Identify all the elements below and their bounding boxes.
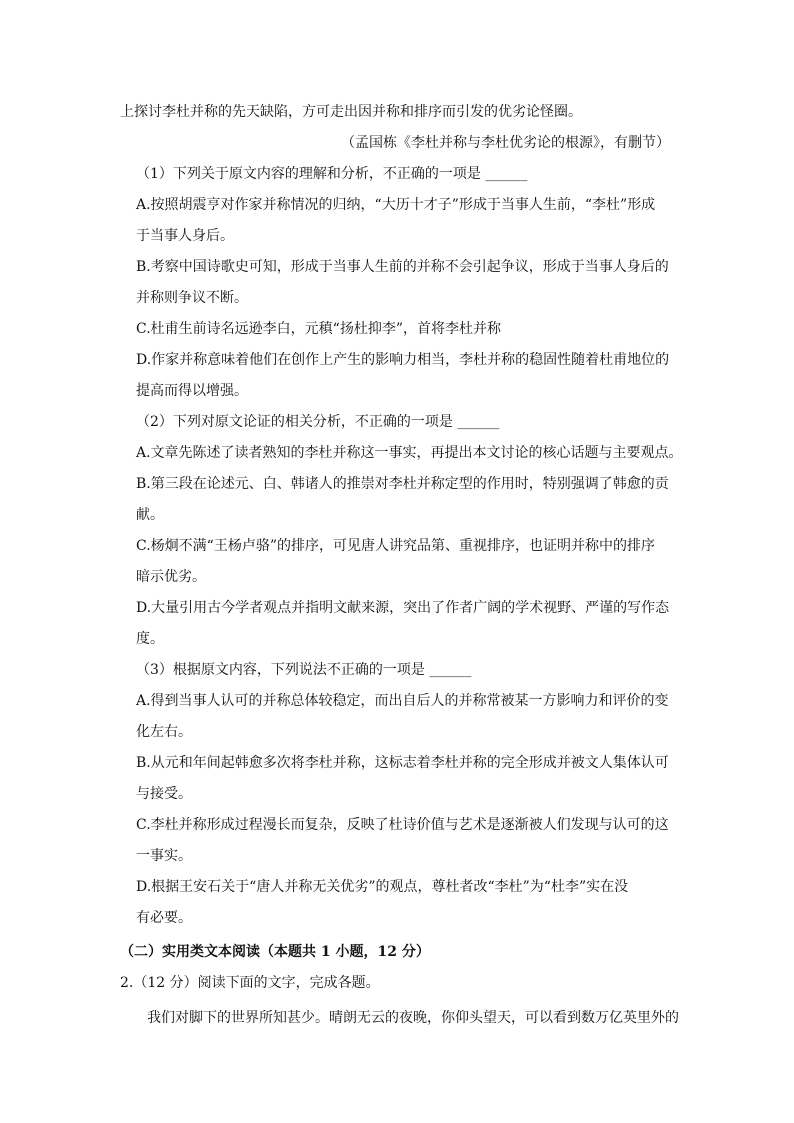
q2-option-c: C.杨炯不满“王杨卢骆”的排序，可见唐人讲究品第、重视排序，也证明并称中的排序 [136, 538, 655, 554]
q2-option-d-cont: 度。 [136, 631, 164, 647]
source-citation: （孟国栋《李杜并称与李杜优劣论的根源》，有删节） [341, 135, 670, 151]
q1-option-c: C.杜甫生前诗名远逊李白，元稹“扬杜抑李”，首将李杜并称 [136, 321, 501, 337]
q3-option-b-cont: 与接受。 [136, 786, 192, 802]
q1-option-d: D.作家并称意味着他们在创作上产生的影响力相当，李杜并称的稳固性随着杜甫地位的 [136, 352, 670, 368]
passage-paragraph: 我们对脚下的世界所知甚少。晴朗无云的夜晚，你仰头望天，可以看到数万亿英里外的 [147, 1010, 679, 1026]
question-2-header: 2.（12 分）阅读下面的文字，完成各题。 [120, 975, 380, 991]
q3-option-a: A.得到当事人认可的并称总体较稳定，而出自后人的并称常被某一方影响力和评价的变 [136, 693, 669, 709]
question-3-stem: （3）根据原文内容，下列说法不正确的一项是 ______ [136, 662, 472, 678]
q2-option-a: A.文章先陈述了读者熟知的李杜并称这一事实，再提出本文讨论的核心话题与主要观点。 [136, 445, 683, 461]
q3-option-c: C.李杜并称形成过程漫长而复杂，反映了杜诗价值与艺术是逐渐被人们发现与认可的这 [136, 817, 669, 833]
q1-option-a-cont: 于当事人身后。 [136, 228, 234, 244]
q3-option-d-cont: 有必要。 [136, 910, 192, 926]
q1-option-d-cont: 提高而得以增强。 [136, 383, 248, 399]
q2-option-b-cont: 献。 [136, 507, 164, 523]
question-2-stem: （2）下列对原文论证的相关分析，不正确的一项是 ______ [136, 414, 500, 430]
q2-option-b: B.第三段在论述元、白、韩诸人的推崇对李杜并称定型的作用时，特别强调了韩愈的贡 [136, 476, 669, 492]
q3-option-d: D.根据王安石关于“唐人并称无关优劣”的观点，尊杜者改“李杜”为“杜李”实在没 [136, 879, 629, 895]
q3-option-c-cont: 一事实。 [136, 848, 192, 864]
q2-option-d: D.大量引用古今学者观点并指明文献来源，突出了作者广阔的学术视野、严谨的写作态 [136, 600, 670, 616]
q1-option-a: A.按照胡震亨对作家并称情况的归纳，“大历十才子”形成于当事人生前，“李杜”形成 [136, 197, 656, 213]
question-1-stem: （1）下列关于原文内容的理解和分析，不正确的一项是 ______ [136, 166, 528, 182]
q3-option-a-cont: 化左右。 [136, 724, 192, 740]
q3-option-b: B.从元和年间起韩愈多次将李杜并称，这标志着李杜并称的完全形成并被文人集体认可 [136, 755, 669, 771]
section-heading: （二）实用类文本阅读（本题共 1 小题，12 分） [120, 944, 430, 960]
q2-option-c-cont: 暗示优劣。 [136, 569, 206, 585]
q1-option-b: B.考察中国诗歌史可知，形成于当事人生前的并称不会引起争议，形成于当事人身后的 [136, 259, 669, 275]
intro-text-line: 上探讨李杜并称的先天缺陷，方可走出因并称和排序而引发的优劣论怪圈。 [120, 104, 582, 120]
q1-option-b-cont: 并称则争议不断。 [136, 290, 248, 306]
